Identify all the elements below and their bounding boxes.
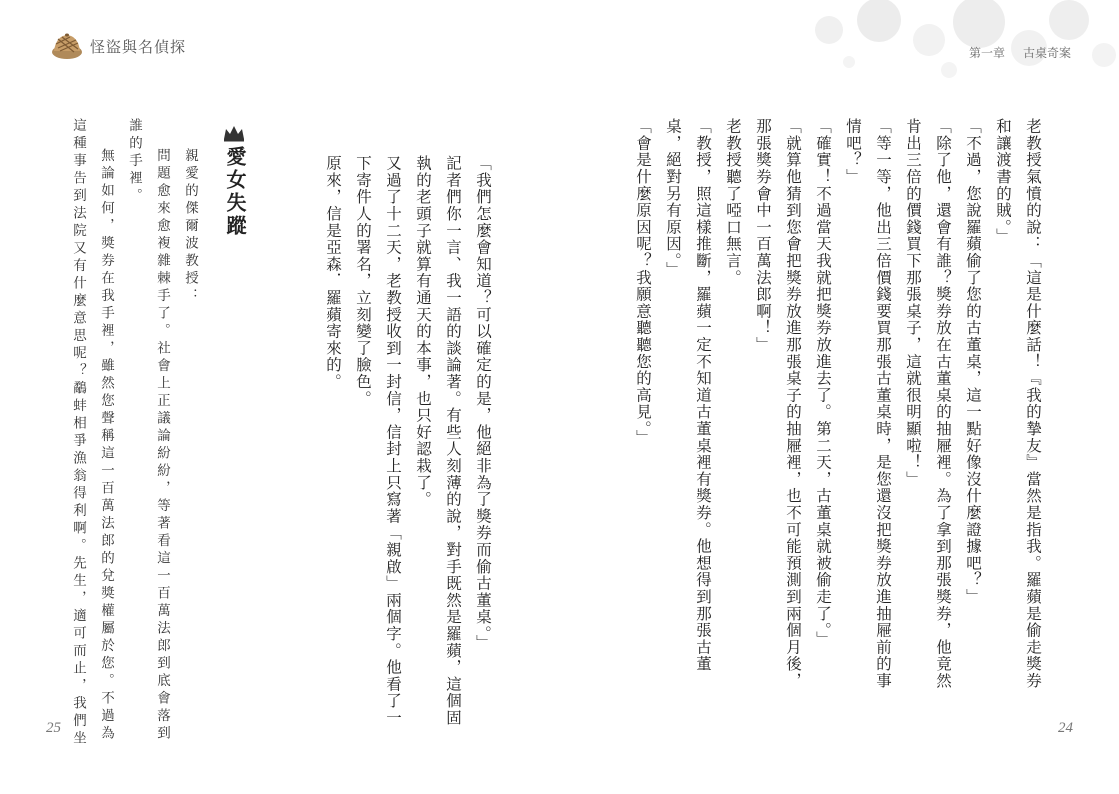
deerstalker-hat-icon [50, 30, 84, 62]
text-line: 桌，絕對另有原因。」 [664, 118, 682, 279]
text-line: 和讓渡書的賊。」 [994, 118, 1012, 245]
right-page-text [628, 118, 1048, 718]
letter-salutation: 親愛的傑爾波教授： [182, 148, 198, 306]
text-line: 「我們怎麼會知道？可以確定的是，他絕非為了獎券而偷古董桌。」 [474, 155, 492, 652]
text-line: 這種事告到法院又有什麼意思呢？鷸蚌相爭漁翁得利啊。先生，適可而止，我們坐 [70, 118, 86, 748]
section-heading [222, 124, 248, 238]
text-line: 「不過，您說羅蘋偷了您的古董桌，這一點好像沒什麼證據吧？」 [964, 118, 982, 606]
text-line: 「確實！不過當天我就把獎券放進去了。第二天，古董桌就被偷走了。」 [814, 118, 832, 648]
text-line: 「等一等，他出三倍價錢要買那張古董桌時，是您還沒把獎券放進抽屜前的事 [874, 118, 892, 690]
text-line: 「會是什麼原因呢？我願意聽聽您的高見。」 [634, 118, 652, 447]
text-line: 「除了他，還會有誰？獎券放在古董桌的抽屜裡。為了拿到那張獎券，他竟然 [934, 118, 952, 690]
running-header-right [969, 44, 1071, 61]
text-line: 又過了十二天，老教授收到一封信，信封上只寫著「親啟」兩個字。他看了一 [384, 155, 402, 727]
section-title: 愛女失蹤 [223, 146, 247, 238]
text-line: 那張獎券會中一百萬法郎啊！」 [754, 118, 772, 354]
text-line: 無論如何，獎券在我手裡，雖然您聲稱這一百萬法郎的兌獎權屬於您。不過為 [98, 148, 114, 743]
page-number-left: 25 [46, 720, 61, 736]
text-line: 記者們你一言、我一語的談論著。有些人刻薄的說，對手既然是羅蘋，這個固 [444, 155, 462, 727]
crown-icon [222, 124, 246, 142]
text-line: 老教授氣憤的說：「這是什麼話！『我的摯友』當然是指我。羅蘋是偷走獎券 [1024, 118, 1042, 690]
text-line: 老教授聽了啞口無言。 [724, 118, 742, 286]
text-line: 執的老頭子就算有通天的本事，也只好認栽了。 [414, 155, 432, 508]
running-header-left [50, 30, 186, 62]
book-title: 怪盜與名偵探 [90, 37, 187, 56]
chapter-title: 古桌奇案 [1022, 46, 1071, 60]
letter-text [64, 118, 204, 748]
left-page-text [318, 155, 498, 755]
page-number-right: 24 [1058, 720, 1073, 736]
text-line: 「就算他猜到您會把獎券放進那張桌子的抽屜裡，也不可能預測到兩個月後， [784, 118, 802, 690]
text-line: 肯出三倍的價錢買下那張桌子，這就很明顯啦！」 [904, 118, 922, 488]
text-line: 「教授，照這樣推斷，羅蘋一定不知道古董桌裡有獎券。他想得到那張古董 [694, 118, 712, 673]
chapter-number: 第一章 [968, 46, 1005, 60]
text-line: 問題愈來愈複雜棘手了。社會上正議論紛紛，等著看這一百萬法郎到底會落到 [154, 148, 170, 743]
text-line: 原來，信是亞森．羅蘋寄來的。 [324, 155, 342, 391]
text-line: 誰的手裡。 [126, 118, 142, 206]
text-line: 情吧？」 [844, 118, 862, 186]
text-line: 下寄件人的署名，立刻變了臉色。 [354, 155, 372, 407]
